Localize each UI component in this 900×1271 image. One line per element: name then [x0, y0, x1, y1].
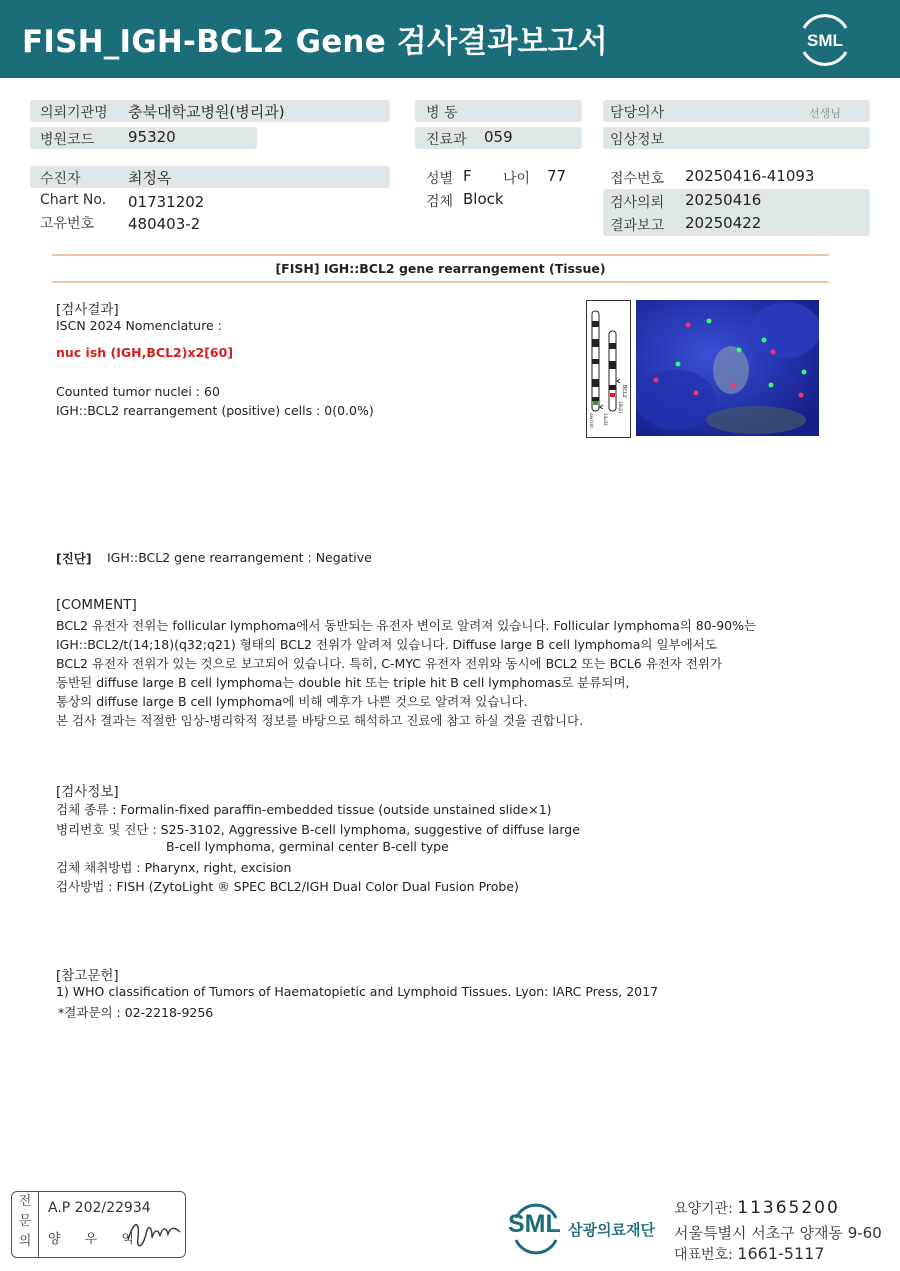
- result-line2: Counted tumor nuclei : 60: [56, 384, 220, 399]
- footer-org-name: 삼광의료재단: [568, 1221, 655, 1239]
- chart-label: Chart No.: [40, 192, 107, 208]
- result-iscn: nuc ish (IGH,BCL2)x2[60]: [56, 345, 234, 360]
- result-heading: [검사결과]: [56, 302, 119, 318]
- karyo-label-der14: der(14): [589, 413, 594, 428]
- result-line3: IGH::BCL2 rearrangement (positive) cells : 0(0.0%): [56, 403, 374, 418]
- footer-sml-text: SML: [508, 1210, 561, 1238]
- test-info-line3: 검체 채취방법 : Pharynx, right, excision: [56, 860, 292, 875]
- footer-phone-label: 대표번호:: [674, 1247, 733, 1263]
- sex-label: 성별: [426, 171, 454, 187]
- comment-line-4: 동반된 diffuse large B cell lymphoma는 double hit 또는 triple hit B cell lymphomas로 분류되며,: [56, 675, 630, 690]
- comment-line-6: 본 검사 결과는 적절한 임상-병리학적 정보를 바탕으로 해석하고 진료에 참고 하실 것을 권합니다.: [56, 713, 584, 728]
- ward-label: 병 동: [426, 105, 458, 121]
- patient-bar: [30, 166, 390, 188]
- id-value: 480403-2: [128, 215, 201, 233]
- pathologist-stamp: [11, 1191, 186, 1258]
- references-heading: [참고문헌]: [56, 968, 119, 984]
- clinical-label: 임상정보: [610, 132, 665, 148]
- references-line1: 1) WHO classification of Tumors of Haematopietic and Lymphoid Tissues. Lyon: IARC Press, 2017: [56, 984, 659, 999]
- sex-value: F: [463, 167, 472, 185]
- test-info-line2: 병리번호 및 진단 : S25-3102, Aggressive B-cell lymphoma, suggestive of diffuse large: [56, 822, 580, 837]
- chart-value: 01731202: [128, 193, 205, 211]
- footer-phone-value: 1661-5117: [737, 1244, 825, 1263]
- code-label: 병원코드: [40, 132, 95, 148]
- footer-inst-value: 11365200: [737, 1198, 840, 1218]
- test-info-heading: [검사정보]: [56, 784, 119, 800]
- section-line-bottom: [52, 281, 829, 283]
- karyo-label-18q21: 18q21: [618, 401, 623, 414]
- references-contact: *결과문의 : 02-2218-9256: [58, 1005, 214, 1020]
- sml-logo-icon: [796, 12, 854, 66]
- footer-inst: [674, 1198, 840, 1218]
- id-label: 고유번호: [40, 216, 95, 232]
- request-label: 검사의뢰: [610, 195, 665, 211]
- stamp-side-2: 문: [18, 1214, 32, 1229]
- stamp-side-3: 의: [18, 1234, 32, 1249]
- age-value: 77: [547, 167, 567, 185]
- patient-label: 수진자: [40, 171, 81, 187]
- specimen-value: Block: [463, 190, 504, 208]
- stamp-ap-number: A.P 202/22934: [48, 1200, 151, 1216]
- comment-line-1: BCL2 유전자 전위는 follicular lymphoma에서 동반되는 유전자 변이로 알려져 있습니다. Follicular lymphoma의 80-90%는: [56, 618, 757, 633]
- age-label: 나이: [503, 171, 531, 187]
- report-value: 20250422: [685, 214, 762, 232]
- karyotype-diagram-icon: [586, 300, 631, 438]
- request-value: 20250416: [685, 191, 762, 209]
- logo-text: SML: [807, 31, 843, 50]
- comment-heading: [COMMENT]: [56, 597, 137, 613]
- diagnosis-heading: [진단]: [56, 551, 92, 566]
- comment-line-5: 통상의 diffuse large B cell lymphoma에 비해 예후가 나쁜 것으로 알려져 있습니다.: [56, 694, 528, 709]
- diagnosis-text: IGH::BCL2 gene rearrangement : Negative: [107, 550, 372, 565]
- footer-inst-label: 요양기관:: [674, 1201, 733, 1217]
- receipt-label: 접수번호: [610, 171, 665, 187]
- test-info-line2b: B-cell lymphoma, germinal center B-cell type: [166, 839, 449, 854]
- karyo-label-bcl2: BCL2: [621, 385, 627, 398]
- section-title: [FISH] IGH::BCL2 gene rearrangement (Tissue): [275, 261, 606, 276]
- stamp-name: 양 우 익: [48, 1232, 144, 1247]
- stamp-side-1: 전: [18, 1194, 32, 1209]
- report-label: 결과보고: [610, 218, 665, 234]
- test-info-line4: 검사방법 : FISH (ZytoLight ® SPEC BCL2/IGH Dual Color Dual Fusion Probe): [56, 879, 519, 894]
- doctor-suffix: 선생님: [809, 107, 841, 120]
- specimen-label: 검체: [426, 194, 454, 210]
- comment-line-2: IGH::BCL2/t(14;18)(q32;q21) 형태의 BCL2 전위가 알려져 있습니다. Diffuse large B cell lymphoma의 일부에서도: [56, 637, 717, 652]
- section-line-top: [52, 254, 829, 256]
- comment-line-3: BCL2 유전자 전위가 있는 것으로 보고되어 있습니다. 특히, C-MYC 유전자 전위와 동시에 BCL2 또는 BCL6 유전자 전위가: [56, 656, 723, 671]
- code-value: 95320: [128, 128, 176, 146]
- report-header: [0, 0, 900, 78]
- fish-microscopy-image: [636, 300, 819, 436]
- signature-icon: [124, 1210, 184, 1254]
- footer-phone: [674, 1244, 825, 1264]
- test-info-line1: 검체 종류 : Formalin-fixed paraffin-embedded tissue (outside unstained slide×1): [56, 802, 552, 817]
- receipt-value: 20250416-41093: [685, 167, 815, 185]
- dept-label: 진료과: [426, 132, 467, 148]
- footer-address: 서울특별시 서초구 양재동 9-60: [674, 1224, 882, 1242]
- hospital-label: 의뢰기관명: [40, 105, 108, 121]
- doctor-label: 담당의사: [610, 105, 665, 121]
- hospital-value: 충북대학교병원(병리과): [128, 103, 285, 121]
- stamp-side: [12, 1192, 39, 1257]
- result-line1: ISCN 2024 Nomenclature :: [56, 318, 222, 333]
- report-title: FISH_IGH-BCL2 Gene 검사결과보고서: [22, 24, 608, 60]
- patient-value: 최정옥: [128, 169, 172, 187]
- dept-value: 059: [484, 128, 513, 146]
- karyo-label-14q32: 14q32: [603, 413, 608, 426]
